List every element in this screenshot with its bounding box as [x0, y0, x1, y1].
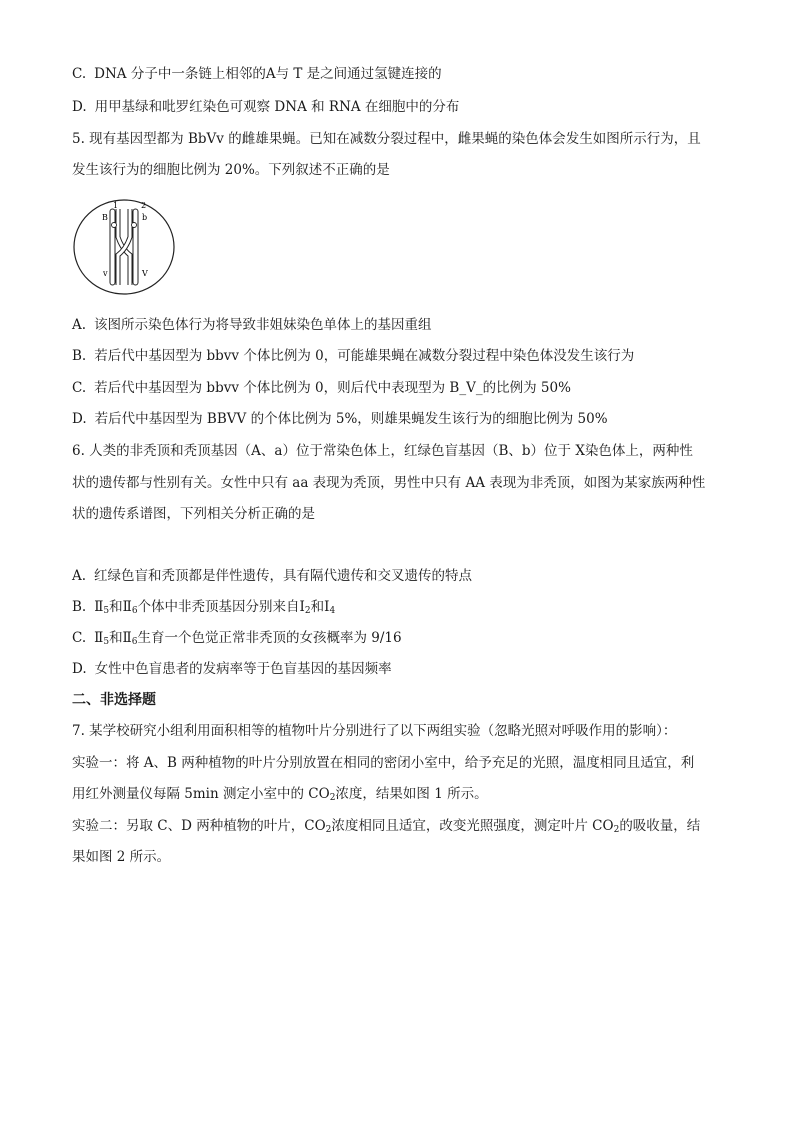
label-1: 1 — [113, 201, 119, 210]
subscript: 5 — [103, 606, 110, 616]
q7-exp2-line1 — [72, 816, 700, 840]
subscript: 2 — [329, 793, 336, 803]
subscript: 2 — [304, 606, 311, 616]
chromatid-left-outer — [110, 209, 115, 285]
option-text: 若后代中基因型为 BBVV 的个体比例为 5%，则雄果蝇发生该行为的细胞比例为 50% — [94, 411, 608, 427]
option-label: C. — [72, 66, 87, 82]
option-text: 若后代中基因型为 bbvv 个体比例为 0，可能雄果蝇在减数分裂过程中染色体没发生该行为 — [94, 348, 635, 364]
option-text-part: 和Ⅱ — [109, 630, 132, 646]
text-part: 实验二：另取 C、D 两种植物的叶片，CO — [72, 818, 326, 834]
chromatid-right-outer — [133, 209, 138, 285]
option-text-part: Ⅱ — [94, 630, 104, 646]
q6-option-d — [72, 659, 392, 679]
centromere-right — [132, 223, 137, 228]
q5-option-d — [72, 409, 608, 429]
subscript: 4 — [329, 606, 336, 616]
option-text-part: 和Ⅱ — [109, 599, 132, 615]
subscript: 2 — [613, 825, 620, 835]
option-text-part: Ⅱ — [94, 599, 104, 615]
subscript: 6 — [131, 606, 138, 616]
section-title: 二、非选择题 — [72, 692, 156, 708]
label-V: V — [142, 269, 148, 278]
text-part: 浓度，结果如图 1 所示。 — [335, 786, 488, 802]
text-part: 的吸收量，结 — [619, 818, 701, 834]
q6-option-c — [72, 628, 402, 652]
crossover-svg — [72, 197, 176, 297]
option-label: D. — [72, 661, 87, 677]
option-label: A. — [72, 568, 87, 584]
option-text-part: 和Ⅰ — [310, 599, 330, 615]
option-label: C. — [72, 380, 87, 396]
option-text: 用甲基绿和吡罗红染色可观察 DNA 和 RNA 在细胞中的分布 — [94, 99, 460, 115]
q6-stem-line1: 6. 人类的非秃顶和秃顶基因（A、a）位于常染色体上，红绿色盲基因（B、b）位于 X染色体上，两种性 — [72, 443, 693, 459]
q6-stem-line3: 状的遗传系谱图，下列相关分析正确的是 — [72, 506, 315, 522]
option-label: D. — [72, 411, 87, 427]
label-b: b — [142, 213, 148, 222]
q6-stem-line2: 状的遗传都与性别有关。女性中只有 aa 表现为秃顶，男性中只有 AA 表现为非秃顶，如图为某家族两种性 — [72, 475, 706, 491]
label-v: v — [103, 269, 108, 278]
q4-option-c — [72, 64, 442, 84]
q7-exp2-line2: 果如图 2 所示。 — [72, 849, 171, 865]
option-text-part: 生育一个色觉正常非秃顶的女孩概率为 9/16 — [137, 630, 402, 646]
q5-stem-line2: 发生该行为的细胞比例为 20%。下列叙述不正确的是 — [72, 162, 390, 178]
option-text: 若后代中基因型为 bbvv 个体比例为 0，则后代中表现型为 B_V_的比例为 50% — [94, 380, 571, 396]
option-label: A. — [72, 317, 87, 333]
q5-option-c — [72, 378, 571, 398]
q5-option-b — [72, 346, 634, 366]
option-text: DNA 分子中一条链上相邻的A与 T 是之间通过氢键连接的 — [94, 66, 442, 82]
option-text: 该图所示染色体行为将导致非姐妹染色单体上的基因重组 — [94, 317, 432, 333]
text-part: 浓度相同且适宜，改变光照强度，测定叶片 CO — [331, 818, 614, 834]
option-text-part: 个体中非秃顶基因分别来自Ⅰ — [137, 599, 305, 615]
q7-exp1-line2 — [72, 784, 488, 808]
q5-option-a — [72, 315, 432, 335]
label-2: 2 — [141, 201, 147, 210]
option-label: B. — [72, 348, 87, 364]
centromere-left — [112, 223, 117, 228]
q7-exp1-line1: 实验一：将 A、B 两种植物的叶片分别放置在相同的密闭小室中，给予充足的光照，温度相同且适宜，利 — [72, 755, 695, 771]
option-label: B. — [72, 599, 87, 615]
label-B: B — [102, 213, 108, 222]
q5-stem-line1: 5. 现有基因型都为 BbVv 的雌雄果蝇。已知在减数分裂过程中，雌果蝇的染色体会发生如图所示行为，且 — [72, 131, 701, 147]
subscript: 5 — [103, 637, 110, 647]
q6-option-a — [72, 566, 472, 586]
subscript: 2 — [325, 825, 332, 835]
text-part: 用红外测量仪每隔 5min 测定小室中的 CO — [72, 786, 330, 802]
option-text: 女性中色盲患者的发病率等于色盲基因的基因频率 — [94, 661, 392, 677]
option-label: D. — [72, 99, 87, 115]
option-text: 红绿色盲和秃顶都是伴性遗传，具有隔代遗传和交叉遗传的特点 — [94, 568, 473, 584]
q4-option-d — [72, 97, 459, 117]
option-label: C. — [72, 630, 87, 646]
chromosome-crossover-diagram — [72, 197, 176, 297]
q7-stem: 7. 某学校研究小组利用面积相等的植物叶片分别进行了以下两组实验（忽略光照对呼吸作用的影响）： — [72, 723, 677, 739]
subscript: 6 — [131, 637, 138, 647]
q6-option-b — [72, 597, 335, 621]
